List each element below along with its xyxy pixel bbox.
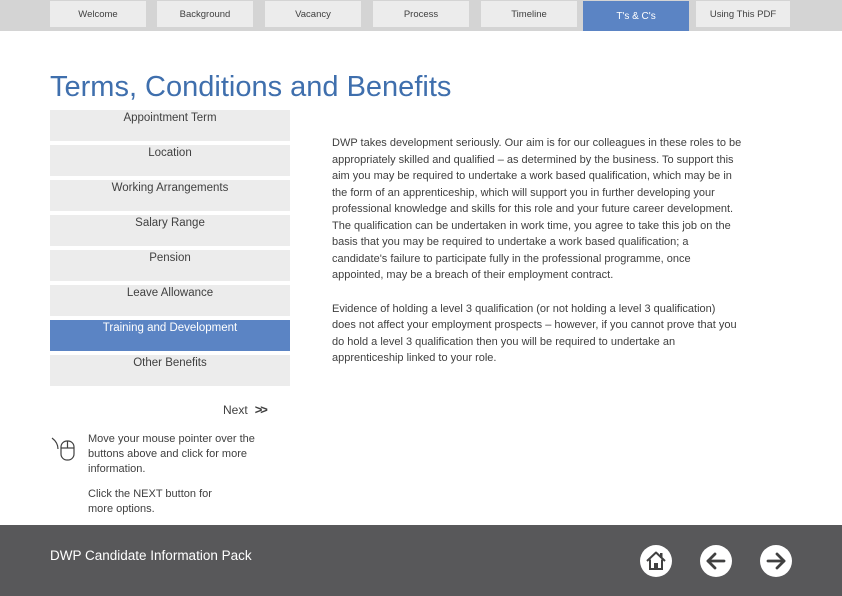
home-button[interactable]: [640, 545, 672, 577]
menu-item-appointment-term[interactable]: Appointment Term: [50, 110, 290, 141]
top-nav: [0, 0, 842, 31]
double-chevron-right-icon: >>: [254, 402, 266, 417]
back-button[interactable]: [700, 545, 732, 577]
content-text: [332, 135, 742, 384]
tab-process[interactable]: Process: [373, 1, 469, 27]
tab-welcome[interactable]: Welcome: [50, 1, 146, 27]
home-icon: [640, 545, 672, 577]
menu-item-pension[interactable]: Pension: [50, 250, 290, 281]
tab-vacancy[interactable]: Vacancy: [265, 1, 361, 27]
page-title: Terms, Conditions and Benefits: [50, 71, 452, 103]
menu-item-other-benefits[interactable]: Other Benefits: [50, 355, 290, 386]
menu-item-working-arrangements[interactable]: Working Arrangements: [50, 180, 290, 211]
forward-button[interactable]: [760, 545, 792, 577]
tab-ts-and-cs[interactable]: T's & C's: [583, 1, 689, 31]
content-paragraph: DWP takes development seriously. Our aim is for our colleagues in these roles to be appropriately skilled and qualified – as determined by the business. To support this aim you may be required to undertake a work based qualification, which may be in the form of an apprenticeship, which will support you in further developing your professional knowledge and skills for this role and your future career development. The qualification can be undertaken in work time, you agree to take this job on the basis that you may be required to undertake a work based qualification; a candidate's failure to participate fully in the professional programme, once appointed, may be a breach of their employment contract.: [332, 137, 742, 281]
next-hint-text: Click the NEXT button for more options.: [88, 488, 212, 515]
menu-item-salary-range[interactable]: Salary Range: [50, 215, 290, 246]
menu-item-leave-allowance[interactable]: Leave Allowance: [50, 285, 290, 316]
mouse-hint-text: Move your mouse pointer over the buttons above and click for more information.: [88, 433, 255, 475]
footer-title: DWP Candidate Information Pack: [50, 548, 252, 563]
tab-using-this-pdf[interactable]: Using This PDF: [696, 1, 790, 27]
next-button[interactable]: [223, 402, 266, 417]
content-paragraph: Evidence of holding a level 3 qualification (or not holding a level 3 qualification) does not affect your employment prospects – however, if you cannot prove that you do hold a level 3 qualification then you will be required to undertake an apprenticeship linked to your role.: [332, 302, 737, 364]
menu-item-training-and-development[interactable]: Training and Development: [50, 320, 290, 351]
tab-timeline[interactable]: Timeline: [481, 1, 577, 27]
footer: [0, 525, 842, 596]
menu-item-location[interactable]: Location: [50, 145, 290, 176]
mouse-pointer-icon: [50, 435, 78, 461]
next-label: Next: [223, 402, 248, 417]
tab-background[interactable]: Background: [157, 1, 253, 27]
arrow-right-icon: [760, 545, 792, 577]
arrow-left-icon: [700, 545, 732, 577]
